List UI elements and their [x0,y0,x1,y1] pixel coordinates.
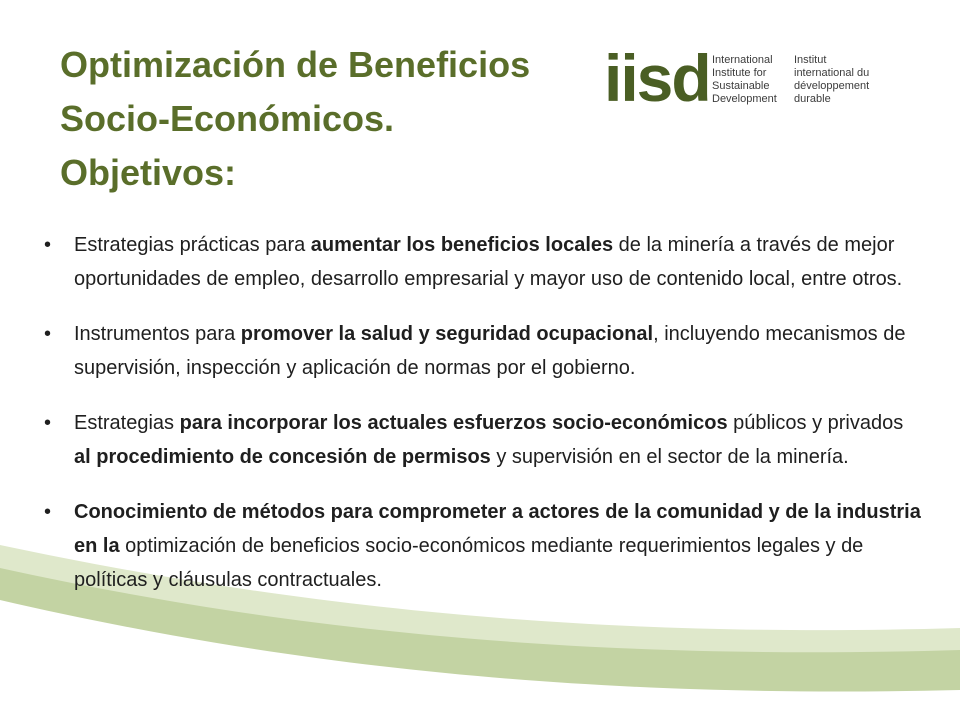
title-line-3: Objetivos: [60,152,237,193]
logo-en-line: Development [712,93,777,105]
objective-item [44,317,924,385]
logo-fr-line: développement [794,80,870,92]
logo-fr-line: Institut [794,54,827,66]
objective-item [44,228,924,296]
logo-fr-line: durable [794,93,831,105]
objective-text: de la minería a través de mejor oportunidades de empleo, desarrollo empresarial y mayor uso de contenido local, entre otros. [74,234,903,290]
objective-text: y supervisión en el sector de la minería. [490,446,849,468]
slide-title [60,38,530,200]
logo-text-french [794,54,869,106]
logo-en-line: International [712,54,773,66]
objective-text: Estrategias [74,412,180,434]
logo-fr-line: international du [794,67,870,79]
objective-text: Estrategias prácticas para [74,234,311,256]
objective-text-bold: Conocimiento de métodos para comprometer a actores de la comunidad y de la industria en la [74,501,921,557]
objective-text: Instrumentos para [74,323,241,345]
iisd-logo [604,41,894,115]
logo-mark: iisd [604,41,710,115]
objective-item [44,406,924,474]
objective-text-bold: para incorporar los actuales esfuerzos socio-económicos [179,412,728,434]
objective-text-bold: al procedimiento de concesión de permisos [74,446,491,468]
objective-item [44,495,924,597]
title-line-2: Socio-Económicos. [60,98,395,139]
objective-text: optimización de beneficios socio-económicos mediante requerimientos legales y de políticas y cláusulas contractuales. [74,535,864,591]
logo-text-english [712,54,777,106]
logo-en-line: Institute for [712,67,767,79]
logo-en-line: Sustainable [712,80,770,92]
objective-text-bold: aumentar los beneficios locales [310,234,614,256]
objectives-list [44,228,924,618]
objective-text-bold: promover la salud y seguridad ocupacional [240,323,654,345]
title-line-1: Optimización de Beneficios [60,44,531,85]
objective-text: públicos y privados [727,412,904,434]
objective-text: , incluyendo mecanismos de supervisión, inspección y aplicación de normas por el gobierno. [74,323,906,379]
